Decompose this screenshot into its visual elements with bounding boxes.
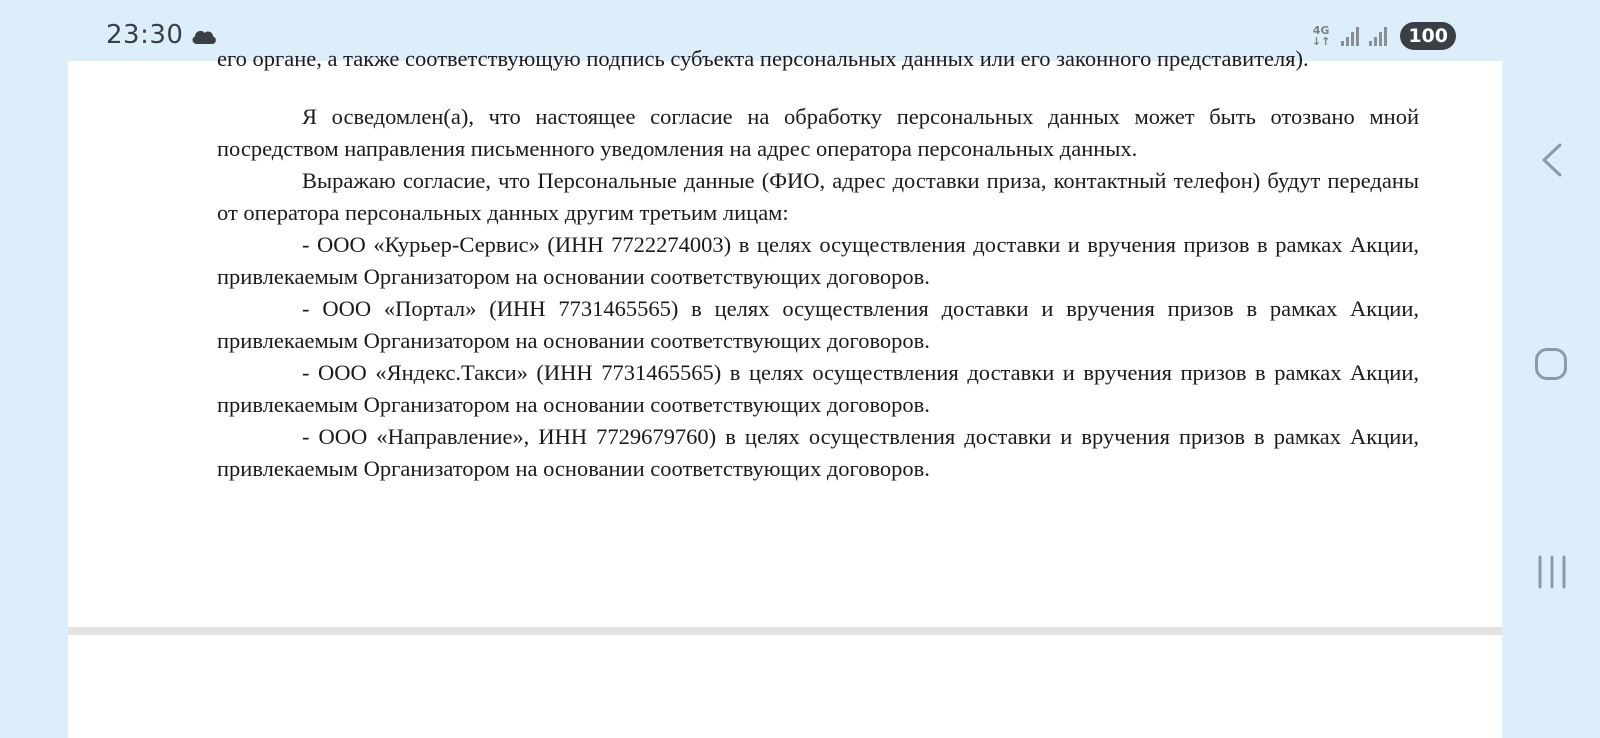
paragraph-yandex-taxi: - ООО «Яндекс.Такси» (ИНН 7731465565) в целях осуществления доставки и вручения призов в рамках Акции, привлекаемым Организатором на основании соответствующих договоров. — [217, 360, 1419, 417]
partial-text-line: его органе, а также соответствующую подпись субъекта персональных данных или его законного представителя). — [217, 46, 1309, 71]
paragraph-portal: - ООО «Портал» (ИНН 7731465565) в целях осуществления доставки и вручения призов в рамках Акции, привлекаемым Организатором на основании соответствующих договоров. — [217, 296, 1419, 353]
paragraph-revocation: Я осведомлен(а), что настоящее согласие на обработку персональных данных может быть отозвано мной посредством направления письменного уведомления на адрес оператора персональных данных. — [217, 104, 1419, 161]
home-icon[interactable] — [1535, 348, 1567, 380]
document-text — [217, 101, 1419, 485]
page-separator — [68, 627, 1502, 635]
paragraph-napravlenie: - ООО «Направление», ИНН 7729679760) в целях осуществления доставки и вручения призов в рамках Акции, привлекаемым Организатором на основании соответствующих договоров. — [217, 424, 1419, 481]
paragraph-courier-service: - ООО «Курьер-Сервис» (ИНН 7722274003) в целях осуществления доставки и вручения призов в рамках Акции, привлекаемым Организатором на основании соответствующих договоров. — [217, 232, 1419, 289]
battery-indicator: 100 — [1400, 22, 1456, 50]
network-type-label: 4G — [1312, 24, 1330, 37]
recent-apps-icon[interactable] — [1536, 555, 1568, 589]
data-arrows-icon: ↓↑ — [1311, 35, 1331, 48]
status-time: 23:30 — [106, 20, 184, 50]
document-page — [68, 46, 1502, 627]
paragraph-consent-transfer: Выражаю согласие, что Персональные данные (ФИО, адрес доставки приза, контактный телефон) будут переданы от оператора персональных данных другим третьим лицам: — [217, 168, 1419, 225]
back-icon[interactable] — [1540, 142, 1564, 178]
next-document-page — [68, 635, 1502, 738]
cloud-icon — [190, 27, 218, 45]
document-viewer[interactable] — [68, 46, 1502, 738]
